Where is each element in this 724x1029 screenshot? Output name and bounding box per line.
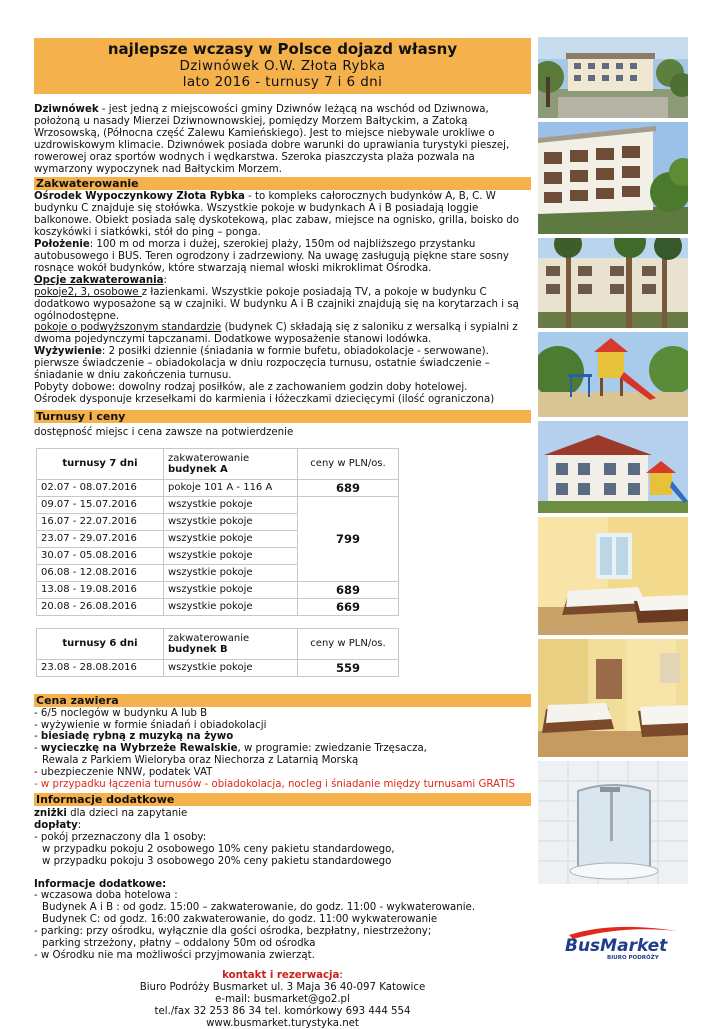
photo-hotel-exterior [538,37,688,118]
row-dates: 20.08 - 26.08.2016 [37,598,164,615]
section-heading-cena: Cena zawiera [34,694,531,707]
title-banner [34,38,531,94]
header-zakwaterowanie [164,628,298,659]
photo-room-2 [538,639,688,757]
swiadczenia-line: pierwsze świadczenie – obiadokolacja w dniu rozpoczęcia turnusu, ostatnie świadczenie – śniadanie w dniu zakończenia turnusu. [34,358,531,382]
table-header-row [37,448,399,479]
info-item: - w Ośrodku nie ma możliwości przyjmowania zwierząt. [34,950,531,962]
row-room: wszystkie pokoje [164,513,298,530]
logo-tagline: BIURO PODRÓŻY [607,954,660,961]
wyzywienie-text: : 2 posiłki dziennie (śniadania w formie bufetu, obiadokolacje - serwowane). [102,346,489,357]
photo-building-c [538,421,688,513]
table-row [37,581,399,598]
page-dates: lato 2016 - turnusy 7 i 6 dni [34,74,531,90]
row-room: wszystkie pokoje [164,530,298,547]
document-body [34,38,531,1029]
opcje-underlined-2: pokoje o podwyższonym standardzie [34,322,221,333]
photo-playground [538,332,688,417]
cena-dash: - [34,743,41,754]
availability-note: dostępność miejsc i cena zawsze na potwierdzenie [34,427,531,439]
row-dates: 02.07 - 08.07.2016 [37,479,164,496]
info-item: Budynek A i B : od godz. 15:00 – zakwaterowanie, do godz. 11:00 - wykwaterowanie. [34,902,531,914]
pobyty-line: Pobyty dobowe: dowolny rodzaj posiłków, ale z zachowaniem godzin doby hotelowej. [34,382,531,394]
opcje-paragraph-2 [34,322,531,346]
photo-bathroom [538,761,688,884]
row-price: 559 [298,659,399,676]
row-room: wszystkie pokoje [164,659,298,676]
opcje-paragraph-1 [34,287,531,323]
photo-hotel-building [538,122,688,234]
row-dates: 13.08 - 19.08.2016 [37,581,164,598]
cena-item [34,743,531,755]
header-zakwaterowanie [164,448,298,479]
doplaty-line [34,820,531,832]
header-budynek: budynek A [168,464,293,475]
cena-item [34,731,531,743]
contact-block [34,970,531,1029]
row-room: wszystkie pokoje [164,581,298,598]
contact-heading: kontakt i rezerwacja [222,970,339,981]
info-item: - parking: przy ośrodku, wyłącznie dla gości ośrodka, bezpłatny, niestrzeżony; [34,926,531,938]
contact-phone: tel./fax 32 253 86 34 tel. komórkowy 693 444 554 [34,1006,531,1018]
row-price: 689 [298,479,399,496]
row-dates: 09.07 - 15.07.2016 [37,496,164,513]
doplaty-item: w przypadku pokoju 2 osobowego 10% ceny pakietu standardowego, [34,844,531,856]
polozenie-paragraph [34,239,531,275]
osrodek-text: - to kompleks całorocznych budynków A, B, C. W budynku C znajduje się stołówka. Wszystkie pokoje w budynkach A i B posiadają loggie balkonowe. Obiekt posiada salę dyskotekową, plac zabaw, miejsce na ognisko, grilla, boisko do koszykówki i siatkówki, stół do ping – ponga. [34,191,519,238]
contact-heading-line [34,970,531,982]
contact-website[interactable]: www.busmarket.turystyka.net [34,1018,531,1029]
row-room: wszystkie pokoje [164,564,298,581]
header-zakw-label: zakwaterowanie [168,633,293,644]
logo-wordmark: BusMarket [565,936,668,956]
table-row [37,598,399,615]
section-heading-zakwaterowanie: Zakwaterowanie [34,177,531,190]
header-ceny: ceny w PLN/os. [298,448,399,479]
opcje-heading [34,275,531,287]
page-subtitle: Dziwnówek O.W. Złota Rybka [34,58,531,74]
cena-item: - wyżywienie w formie śniadań i obiadokolacji [34,720,531,732]
table-row [37,496,399,513]
header-ceny: ceny w PLN/os. [298,628,399,659]
znizki-text: dla dzieci na zapytanie [67,808,187,819]
price-table-7-days [36,448,399,616]
polozenie-bold: Położenie [34,239,90,250]
znizki-line [34,808,531,820]
intro-bold: Dziwnówek [34,104,99,115]
row-price-merged: 799 [298,496,399,581]
opcje-text-1: z łazienkami. Wszystkie pokoje posiadają TV, a pokoje w budynku C dodatkowo wyposażone są w czajniki. W budynku A i B czajniki znajdują się na korytarzach i są ogólnodostępne. [34,287,519,322]
photo-pine-trees [538,238,688,328]
row-dates: 23.07 - 29.07.2016 [37,530,164,547]
doplaty-bold: dopłaty [34,820,78,831]
row-room: pokoje 101 A - 116 A [164,479,298,496]
header-turnusy: turnusy 7 dni [37,448,164,479]
price-table-6-days [36,628,399,677]
section-heading-info: Informacje dodatkowe [34,793,531,806]
opcje-colon: : [164,275,167,286]
page-title: najlepsze wczasy w Polsce dojazd własny [34,41,531,58]
row-room: wszystkie pokoje [164,598,298,615]
row-room: wszystkie pokoje [164,496,298,513]
opcje-underlined-1: pokoje2, 3, osobowe [34,287,142,298]
section-heading-turnusy: Turnusy i ceny [34,410,531,423]
cena-bold: biesiadę rybną z muzyką na żywo [41,731,233,742]
cena-text: , w programie: zwiedzanie Trzęsacza, [237,743,426,754]
row-dates: 06.08 - 12.08.2016 [37,564,164,581]
info-subheading: Informacje dodatkowe: [34,879,531,891]
busmarket-logo [563,925,681,961]
cena-item-continued: Rewala z Parkiem Wieloryba oraz Niechorza z Latarnią Morską [34,755,531,767]
table-row [37,659,399,676]
info-item: Budynek C: od godz. 16:00 zakwaterowanie, do godz. 11:00 wykwaterowanie [34,914,531,926]
osrodek-bold: Ośrodek Wypoczynkowy Złota Rybka [34,191,245,202]
krzeselka-line: Ośrodek dysponuje krzesełkami do karmienia i łóżeczkami dziecięcymi (ilość ograniczona) [34,394,531,406]
znizki-bold: zniżki [34,808,67,819]
contact-address: Biuro Podróży Busmarket ul. 3 Maja 36 40-097 Katowice [34,982,531,994]
doplaty-colon: : [78,820,81,831]
doplaty-item: - pokój przeznaczony dla 1 osoby: [34,832,531,844]
row-price: 689 [298,581,399,598]
osrodek-paragraph [34,191,531,239]
info-item: - wczasowa doba hotelowa : [34,890,531,902]
opcje-text-2: (budynek C) składają się z saloniku z wersalką i sypialni z dwoma pojedynczymi tapczanami. Dodatkowe wyposażenie stanowi lodówka. [34,322,518,345]
row-room: wszystkie pokoje [164,547,298,564]
table-row [37,479,399,496]
table-header-row [37,628,399,659]
intro-paragraph [34,104,531,175]
doplaty-item: w przypadku pokoju 3 osobowego 20% ceny pakietu standardowego [34,856,531,868]
row-price: 669 [298,598,399,615]
cena-item: - 6/5 noclegów w budynku A lub B [34,708,531,720]
header-zakw-label: zakwaterowanie [168,453,293,464]
header-turnusy: turnusy 6 dni [37,628,164,659]
polozenie-text: : 100 m od morza i dużej, szerokiej plaży, 150m od najbliższego przystanku autobusowego i BUS. Teren ogrodzony i zadrzewiony. Na uwagę zasługują piękne stare sosny rosnące wokół budynków, które stwarzają niemal włoski mikroklimat Ośrodka. [34,239,509,274]
row-dates: 16.07 - 22.07.2016 [37,513,164,530]
info-item: parking strzeżony, płatny – oddalony 50m od ośrodka [34,938,531,950]
cena-item-gratis: - w przypadku łączenia turnusów - obiadokolacja, nocleg i śniadanie między turnusami GRATIS [34,779,531,791]
cena-bold: wycieczkę na Wybrzeże Rewalskie [41,743,238,754]
contact-colon: : [339,970,342,981]
row-dates: 30.07 - 05.08.2016 [37,547,164,564]
photo-column [538,37,688,888]
opcje-bold: Opcje zakwaterowania [34,275,164,286]
row-dates: 23.08 - 28.08.2016 [37,659,164,676]
photo-room-1 [538,517,688,635]
cena-dash: - [34,731,41,742]
wyzywienie-bold: Wyżywienie [34,346,102,357]
intro-text: - jest jedną z miejscowości gminy Dziwnów leżącą na wschód od Dziwnowa, położoną u nasady Mierzei Dziwnownowskiej, pomiędzy Morzem Bałtyckim, a Zatoką Wrzosowską, (Północna część Zalewu Kamieńskiego). Jest to miejsce niebywale urokliwe o uzdrowiskowym klimacie. Dziwnówek posiada dobre warunki do uprawiania turystyki pieszej, rowerowej oraz sportów wodnych i wędkarstwa. Szeroka piaszczysta plaża pozwala na wymarzony wypoczynek nad Bałtyckim Morzem. [34,104,509,175]
cena-item: - ubezpieczenie NNW, podatek VAT [34,767,531,779]
wyzywienie-paragraph [34,346,531,358]
header-budynek: budynek B [168,644,293,655]
contact-email[interactable]: e-mail: busmarket@go2.pl [34,994,531,1006]
